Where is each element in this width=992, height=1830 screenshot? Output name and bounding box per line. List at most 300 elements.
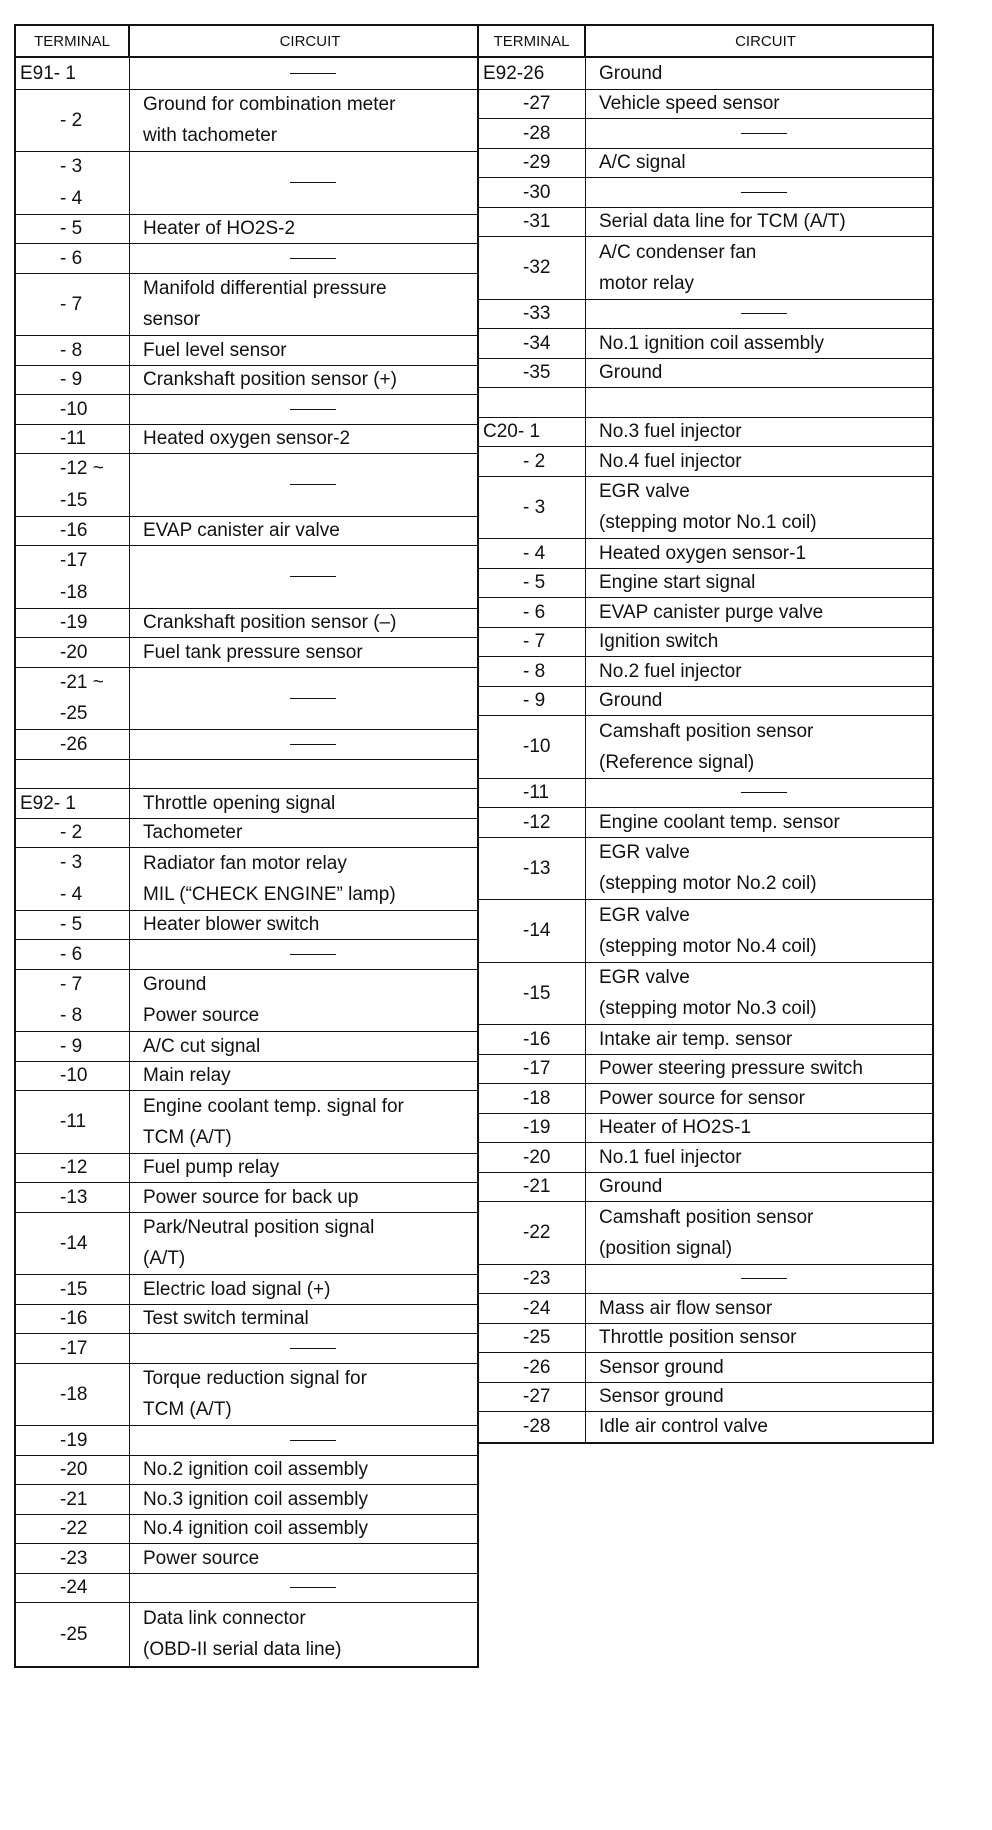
terminal-label: -10 — [60, 1065, 88, 1086]
no-circuit-dash — [290, 954, 336, 955]
circuit-label: Sensor ground — [599, 1386, 724, 1408]
table-row — [16, 58, 477, 90]
circuit-label: No.2 ignition coil assembly — [143, 1459, 368, 1481]
terminal-label: -16 — [60, 1308, 88, 1329]
terminal-cell — [16, 760, 130, 789]
circuit-cell — [586, 178, 932, 207]
table-row — [16, 1305, 477, 1335]
no-circuit-dash — [290, 744, 336, 745]
terminal-label: - 2 — [60, 109, 83, 131]
terminal-cell — [16, 1364, 130, 1426]
circuit-label: Heater of HO2S-2 — [143, 218, 296, 240]
circuit-label: Power steering pressure switch — [599, 1058, 863, 1080]
terminal-header: TERMINAL — [479, 26, 586, 56]
table-row — [479, 900, 932, 963]
circuit-cell — [130, 1305, 477, 1334]
circuit-cell — [586, 477, 932, 539]
terminal-label: -15 — [523, 982, 551, 1004]
terminal-label: -16 — [60, 520, 88, 541]
terminal-label: -25 — [60, 1623, 88, 1645]
terminal-label: -18 — [60, 581, 88, 603]
circuit-cell — [586, 149, 932, 178]
table-row — [479, 58, 932, 90]
circuit-label: Test switch terminal — [143, 1308, 309, 1330]
terminal-cell — [16, 517, 130, 546]
circuit-label: Ground — [599, 362, 663, 384]
table-row — [16, 1091, 477, 1154]
terminal-cell — [16, 1275, 130, 1304]
table-row — [479, 300, 932, 330]
terminal-cell — [479, 1353, 586, 1382]
terminal-label: -12 — [60, 1157, 88, 1178]
terminal-label: -26 — [523, 1356, 551, 1378]
circuit-cell — [586, 359, 932, 388]
circuit-cell — [586, 1353, 932, 1382]
circuit-cell — [586, 119, 932, 148]
circuit-label: Vehicle speed sensor — [599, 93, 780, 115]
terminal-cell — [479, 569, 586, 598]
table-row — [479, 1294, 932, 1324]
circuit-cell — [586, 963, 932, 1025]
circuit-label: (position signal) — [599, 1237, 733, 1259]
terminal-label: - 8 — [523, 660, 546, 682]
terminal-cell — [479, 1324, 586, 1353]
terminal-cell — [16, 1485, 130, 1514]
terminal-label: - 4 — [60, 187, 83, 209]
circuit-cell — [586, 1265, 932, 1294]
table-row — [479, 149, 932, 179]
terminal-label: - 4 — [523, 542, 546, 564]
circuit-header: CIRCUIT — [279, 32, 341, 50]
table-row — [16, 1032, 477, 1062]
table-row — [479, 657, 932, 687]
circuit-label: Sensor ground — [599, 1356, 724, 1378]
terminal-cell — [479, 477, 586, 539]
circuit-cell — [586, 1055, 932, 1084]
no-circuit-dash — [741, 313, 787, 314]
table-row — [479, 1324, 932, 1354]
table-row — [16, 366, 477, 396]
table-row — [16, 215, 477, 245]
table-rows — [479, 58, 932, 1442]
table-row — [479, 1173, 932, 1203]
circuit-cell — [130, 1456, 477, 1485]
table-header — [479, 26, 932, 58]
terminal-label: -20 — [60, 641, 88, 663]
circuit-cell — [130, 730, 477, 759]
circuit-cell — [130, 970, 477, 1032]
terminal-table-right — [477, 24, 934, 1444]
terminal-cell — [479, 1055, 586, 1084]
terminal-label: -20 — [523, 1146, 551, 1168]
terminal-cell — [479, 300, 586, 329]
circuit-label: TCM (A/T) — [143, 1399, 232, 1421]
circuit-label: (stepping motor No.2 coil) — [599, 873, 817, 895]
terminal-label: -11 — [523, 782, 550, 803]
table-row — [16, 970, 477, 1033]
circuit-cell — [130, 1364, 477, 1426]
terminal-label: -29 — [523, 152, 551, 173]
terminal-cell — [16, 395, 130, 424]
circuit-label: EGR valve — [599, 481, 690, 503]
circuit-label: EGR valve — [599, 904, 690, 926]
circuit-cell — [586, 687, 932, 716]
table-row — [16, 1062, 477, 1092]
terminal-cell — [16, 911, 130, 940]
terminal-cell — [16, 1426, 130, 1455]
circuit-label: Electric load signal (+) — [143, 1278, 331, 1300]
terminal-cell — [479, 329, 586, 358]
circuit-cell — [586, 58, 932, 89]
circuit-cell — [130, 1154, 477, 1183]
circuit-label: Idle air control valve — [599, 1416, 768, 1438]
table-row — [16, 1485, 477, 1515]
terminal-cell — [16, 1032, 130, 1061]
table-rows — [16, 58, 477, 1666]
terminal-label: -31 — [523, 211, 551, 232]
circuit-cell — [586, 1143, 932, 1172]
table-row — [16, 760, 477, 790]
no-circuit-dash — [290, 1587, 336, 1588]
terminal-cell — [16, 1183, 130, 1212]
terminal-cell — [479, 808, 586, 837]
circuit-cell — [130, 1213, 477, 1275]
table-row — [16, 1544, 477, 1574]
terminal-cell — [16, 1544, 130, 1573]
circuit-cell — [130, 244, 477, 273]
table-row — [16, 1154, 477, 1184]
circuit-label: A/C cut signal — [143, 1035, 261, 1057]
terminal-cell — [16, 425, 130, 454]
terminal-label: - 8 — [60, 1005, 83, 1027]
table-row — [16, 244, 477, 274]
circuit-label: MIL (“CHECK ENGINE” lamp) — [143, 883, 396, 905]
circuit-cell — [130, 1603, 477, 1666]
circuit-cell — [130, 336, 477, 365]
circuit-cell — [130, 789, 477, 818]
terminal-label — [479, 388, 585, 417]
circuit-label: Ground for combination meter — [143, 94, 396, 116]
terminal-label: E92-26 — [483, 62, 545, 84]
no-circuit-dash — [290, 1348, 336, 1349]
circuit-label: (stepping motor No.4 coil) — [599, 935, 817, 957]
table-row — [479, 716, 932, 779]
table-row — [479, 1055, 932, 1085]
circuit-label: No.3 ignition coil assembly — [143, 1488, 368, 1510]
circuit-cell — [130, 940, 477, 969]
table-row — [16, 730, 477, 760]
circuit-cell — [586, 900, 932, 962]
table-row — [16, 1275, 477, 1305]
terminal-cell — [479, 539, 586, 568]
circuit-cell — [586, 329, 932, 358]
terminal-cell — [479, 1143, 586, 1172]
table-row — [479, 539, 932, 569]
terminal-cell — [479, 1173, 586, 1202]
circuit-label: A/C signal — [599, 152, 686, 174]
terminal-cell — [16, 1091, 130, 1153]
terminal-label: - 7 — [60, 293, 83, 315]
terminal-cell — [479, 628, 586, 657]
terminal-cell — [16, 1603, 130, 1666]
no-circuit-dash — [290, 484, 336, 485]
terminal-cell — [479, 418, 586, 447]
circuit-cell — [130, 395, 477, 424]
terminal-label: C20- 1 — [483, 421, 541, 442]
table-row — [479, 447, 932, 477]
table-row — [479, 598, 932, 628]
table-row — [16, 1456, 477, 1486]
terminal-cell — [16, 940, 130, 969]
terminal-label: - 5 — [60, 914, 83, 935]
no-circuit-dash — [741, 192, 787, 193]
circuit-cell — [130, 274, 477, 336]
terminal-cell — [479, 716, 586, 778]
terminal-cell — [16, 1334, 130, 1363]
table-row — [479, 1143, 932, 1173]
table-row — [479, 628, 932, 658]
circuit-cell — [130, 1515, 477, 1544]
table-row — [479, 687, 932, 717]
table-header — [16, 26, 477, 58]
terminal-label: -32 — [523, 257, 551, 278]
circuit-cell — [586, 598, 932, 627]
terminal-cell — [479, 1202, 586, 1264]
terminal-label: -19 — [60, 1429, 88, 1451]
terminal-cell — [479, 447, 586, 476]
terminal-label: -25 — [523, 1327, 551, 1348]
terminal-label: -30 — [523, 181, 551, 203]
terminal-label: - 7 — [60, 973, 83, 995]
terminal-label: -28 — [523, 122, 551, 144]
terminal-cell — [479, 838, 586, 900]
terminal-label: -33 — [523, 303, 551, 324]
circuit-label: No.4 ignition coil assembly — [143, 1518, 368, 1540]
table-row — [16, 1334, 477, 1364]
table-row — [479, 779, 932, 809]
terminal-label: - 2 — [60, 822, 83, 843]
circuit-cell — [586, 447, 932, 476]
table-row — [16, 789, 477, 819]
terminal-label: -26 — [60, 733, 88, 755]
circuit-label: Throttle opening signal — [143, 792, 336, 814]
circuit-label: (OBD-II serial data line) — [143, 1639, 342, 1661]
terminal-label: -22 — [523, 1222, 551, 1243]
circuit-cell — [586, 1202, 932, 1264]
terminal-label: - 6 — [523, 601, 546, 623]
circuit-label: Ground — [599, 690, 663, 712]
terminal-cell — [16, 244, 130, 273]
table-row — [16, 274, 477, 337]
circuit-label: Heated oxygen sensor-1 — [599, 542, 807, 564]
terminal-label: - 7 — [523, 631, 546, 652]
table-row — [479, 1412, 932, 1442]
circuit-label: Ground — [599, 1176, 663, 1198]
terminal-label: -27 — [523, 93, 551, 114]
circuit-label: Fuel pump relay — [143, 1157, 280, 1179]
terminal-cell — [479, 1084, 586, 1113]
circuit-label: Engine coolant temp. sensor — [599, 811, 840, 833]
circuit-cell — [130, 58, 477, 89]
circuit-cell — [586, 418, 932, 447]
table-row — [16, 940, 477, 970]
terminal-label: -19 — [523, 1117, 551, 1138]
circuit-cell — [586, 237, 932, 299]
table-row — [16, 638, 477, 668]
terminal-label: -17 — [60, 550, 88, 572]
circuit-cell — [130, 1183, 477, 1212]
terminal-label: - 5 — [523, 572, 546, 593]
terminal-cell — [16, 1154, 130, 1183]
table-row — [479, 1383, 932, 1413]
terminal-label: -25 — [60, 703, 88, 725]
circuit-label: Intake air temp. sensor — [599, 1028, 793, 1050]
terminal-label: -34 — [523, 332, 551, 354]
circuit-cell — [130, 1544, 477, 1573]
terminal-label: - 6 — [60, 247, 83, 269]
no-circuit-dash — [290, 576, 336, 577]
table-row — [16, 1574, 477, 1604]
circuit-cell — [586, 208, 932, 237]
terminal-cell — [479, 359, 586, 388]
terminal-cell — [479, 779, 586, 808]
circuit-label: No.4 fuel injector — [599, 450, 742, 472]
terminal-label: -13 — [523, 857, 551, 879]
terminal-cell — [16, 789, 130, 818]
terminal-label: -27 — [523, 1386, 551, 1407]
table-row — [479, 208, 932, 238]
terminal-cell — [479, 1114, 586, 1143]
table-row — [16, 819, 477, 849]
terminal-cell — [479, 963, 586, 1025]
terminal-cell — [16, 1213, 130, 1275]
table-row — [16, 395, 477, 425]
circuit-cell — [586, 779, 932, 808]
terminal-label: - 3 — [523, 496, 546, 518]
table-row — [16, 1364, 477, 1427]
circuit-label: Fuel tank pressure sensor — [143, 641, 363, 663]
circuit-cell — [130, 1091, 477, 1153]
circuit-cell — [586, 1084, 932, 1113]
circuit-label: TCM (A/T) — [143, 1126, 232, 1148]
terminal-label: -28 — [523, 1416, 551, 1437]
terminal-cell — [16, 730, 130, 759]
circuit-cell — [586, 1294, 932, 1323]
circuit-label: No.2 fuel injector — [599, 660, 742, 682]
terminal-cell — [16, 1062, 130, 1091]
circuit-label: Radiator fan motor relay — [143, 852, 347, 874]
circuit-label: Engine start signal — [599, 572, 756, 594]
terminal-label: - 8 — [60, 339, 83, 361]
terminal-label: - 2 — [523, 450, 546, 472]
terminal-label: - 9 — [523, 690, 546, 711]
terminal-cell — [479, 657, 586, 686]
terminal-label: -19 — [60, 612, 88, 633]
terminal-cell — [479, 178, 586, 207]
circuit-cell — [130, 1334, 477, 1363]
no-circuit-dash — [741, 133, 787, 134]
table-row — [16, 152, 477, 215]
terminal-label: - 4 — [60, 883, 83, 905]
terminal-label: - 3 — [60, 156, 83, 178]
table-row — [16, 668, 477, 731]
circuit-cell — [130, 848, 477, 910]
circuit-label: EGR valve — [599, 842, 690, 864]
terminal-cell — [479, 1025, 586, 1054]
terminal-label: -14 — [523, 920, 551, 941]
circuit-label: Heater of HO2S-1 — [599, 1117, 752, 1139]
terminal-label: -15 — [60, 1278, 88, 1300]
circuit-label: sensor — [143, 309, 201, 331]
circuit-cell — [586, 300, 932, 329]
no-circuit-dash — [290, 258, 336, 259]
circuit-cell — [130, 911, 477, 940]
circuit-label: Crankshaft position sensor (+) — [143, 369, 397, 391]
circuit-label: Serial data line for TCM (A/T) — [599, 211, 846, 233]
terminal-cell — [16, 546, 130, 608]
terminal-cell — [479, 687, 586, 716]
circuit-label: No.1 ignition coil assembly — [599, 332, 824, 354]
table-row — [479, 418, 932, 448]
terminal-cell — [16, 848, 130, 910]
circuit-cell — [130, 609, 477, 638]
circuit-label: Camshaft position sensor — [599, 1206, 814, 1228]
terminal-cell — [479, 208, 586, 237]
terminal-cell — [479, 119, 586, 148]
circuit-label: Power source — [143, 1547, 260, 1569]
circuit-label: Data link connector — [143, 1608, 306, 1630]
terminal-cell — [479, 58, 586, 89]
circuit-label: Park/Neutral position signal — [143, 1217, 375, 1239]
terminal-label: -21 ~ — [60, 671, 104, 693]
circuit-cell — [130, 1062, 477, 1091]
circuit-label: Manifold differential pressure — [143, 278, 387, 300]
no-circuit-dash — [290, 73, 336, 74]
table-row — [16, 546, 477, 609]
circuit-label: Torque reduction signal for — [143, 1368, 367, 1390]
terminal-cell — [16, 1305, 130, 1334]
circuit-label: (Reference signal) — [599, 751, 755, 773]
circuit-cell — [130, 425, 477, 454]
circuit-label: (stepping motor No.1 coil) — [599, 512, 817, 534]
terminal-table-left — [14, 24, 479, 1668]
circuit-label: Engine coolant temp. signal for — [143, 1095, 404, 1117]
table-row — [479, 477, 932, 540]
circuit-cell — [130, 819, 477, 848]
circuit-cell — [586, 1173, 932, 1202]
terminal-label: - 9 — [60, 1035, 83, 1057]
terminal-cell — [16, 1456, 130, 1485]
circuit-cell — [586, 90, 932, 119]
terminal-label: -10 — [523, 736, 551, 757]
terminal-label — [16, 760, 129, 789]
table-row — [479, 569, 932, 599]
terminal-label: -23 — [60, 1547, 88, 1569]
table-row — [479, 963, 932, 1026]
circuit-cell — [586, 838, 932, 900]
circuit-cell — [130, 366, 477, 395]
terminal-cell — [16, 819, 130, 848]
circuit-label: with tachometer — [143, 125, 278, 147]
terminal-cell — [16, 1515, 130, 1544]
table-row — [479, 1025, 932, 1055]
circuit-cell — [586, 569, 932, 598]
table-row — [16, 911, 477, 941]
terminal-label: -14 — [60, 1232, 88, 1254]
circuit-label: Camshaft position sensor — [599, 720, 814, 742]
no-circuit-dash — [741, 1278, 787, 1279]
circuit-label: (A/T) — [143, 1248, 186, 1270]
